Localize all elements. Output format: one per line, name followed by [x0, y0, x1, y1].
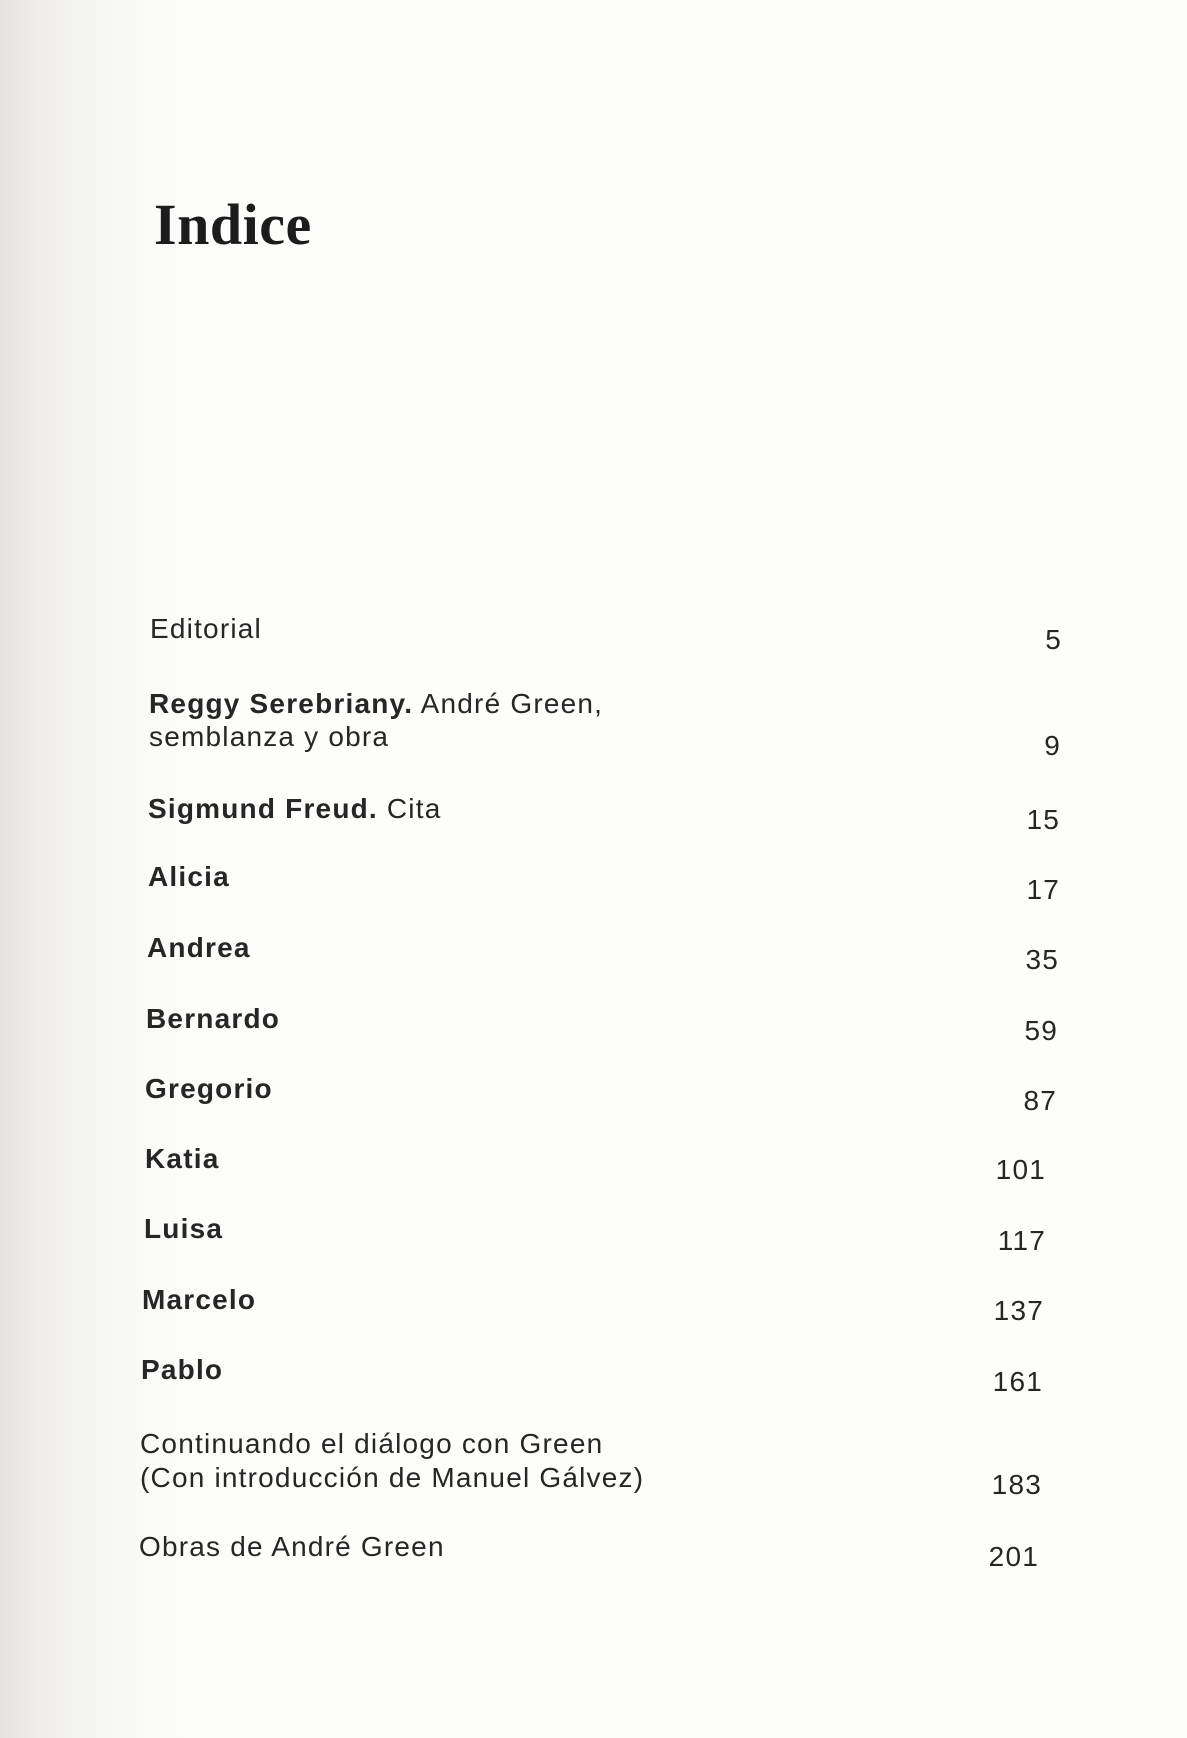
toc-page-number: 117 [997, 1225, 1046, 1256]
toc-entry-label [144, 1212, 764, 1246]
toc-entry-label [148, 860, 768, 894]
toc-page-number: 59 [1024, 1015, 1058, 1046]
toc-page-number: 17 [1026, 874, 1060, 905]
toc-entry-author: Alicia [148, 861, 230, 892]
toc-entry-label [145, 1072, 765, 1106]
toc-entry-label [139, 1530, 759, 1564]
toc-entry-author: Sigmund Freud. [148, 793, 378, 824]
toc-page-number: 161 [992, 1366, 1043, 1397]
toc-entry-author: Reggy Serebriany. [149, 688, 414, 719]
toc-entry-author: Luisa [144, 1213, 224, 1244]
toc-entry-title: Editorial [150, 613, 262, 644]
toc-page-number: 201 [988, 1541, 1039, 1572]
page-title: Indice [154, 192, 312, 257]
toc-entry-label [142, 1283, 762, 1317]
toc-entry-label [140, 1427, 780, 1495]
toc-entry-title: André Green, semblanza y obra [149, 688, 604, 752]
toc-entry-label [146, 1002, 766, 1036]
toc-entry-title: Cita [386, 793, 442, 824]
toc-entry-author: Katia [145, 1143, 220, 1174]
toc-page-number: 35 [1025, 944, 1059, 975]
toc-entry-author: Andrea [147, 932, 251, 963]
toc-entry-title: Obras de André Green [139, 1531, 445, 1562]
toc-entry-author: Pablo [141, 1354, 224, 1385]
toc-entry-label [148, 792, 768, 826]
toc-page-number: 15 [1026, 804, 1060, 835]
toc-page-number: 9 [1044, 730, 1061, 761]
toc-entry-label [147, 931, 767, 965]
toc-page-number: 101 [995, 1154, 1046, 1185]
toc-entry-subtitle: (Con introducción de Manuel Gálvez) [140, 1462, 645, 1493]
toc-entry-label [145, 1142, 765, 1176]
toc-entry-label [149, 687, 709, 753]
toc-entry-label [150, 612, 770, 646]
toc-entry-author: Marcelo [142, 1284, 257, 1315]
toc-entry-label [141, 1353, 761, 1387]
toc-entry-author: Bernardo [146, 1003, 281, 1034]
toc-page-number: 183 [991, 1469, 1042, 1500]
toc-entry-title: Continuando el diálogo con Green [140, 1428, 604, 1459]
toc-page-number: 5 [1045, 624, 1062, 655]
toc-page-number: 137 [993, 1295, 1044, 1326]
toc-entry-author: Gregorio [145, 1073, 273, 1104]
toc-page-number: 87 [1023, 1085, 1057, 1116]
